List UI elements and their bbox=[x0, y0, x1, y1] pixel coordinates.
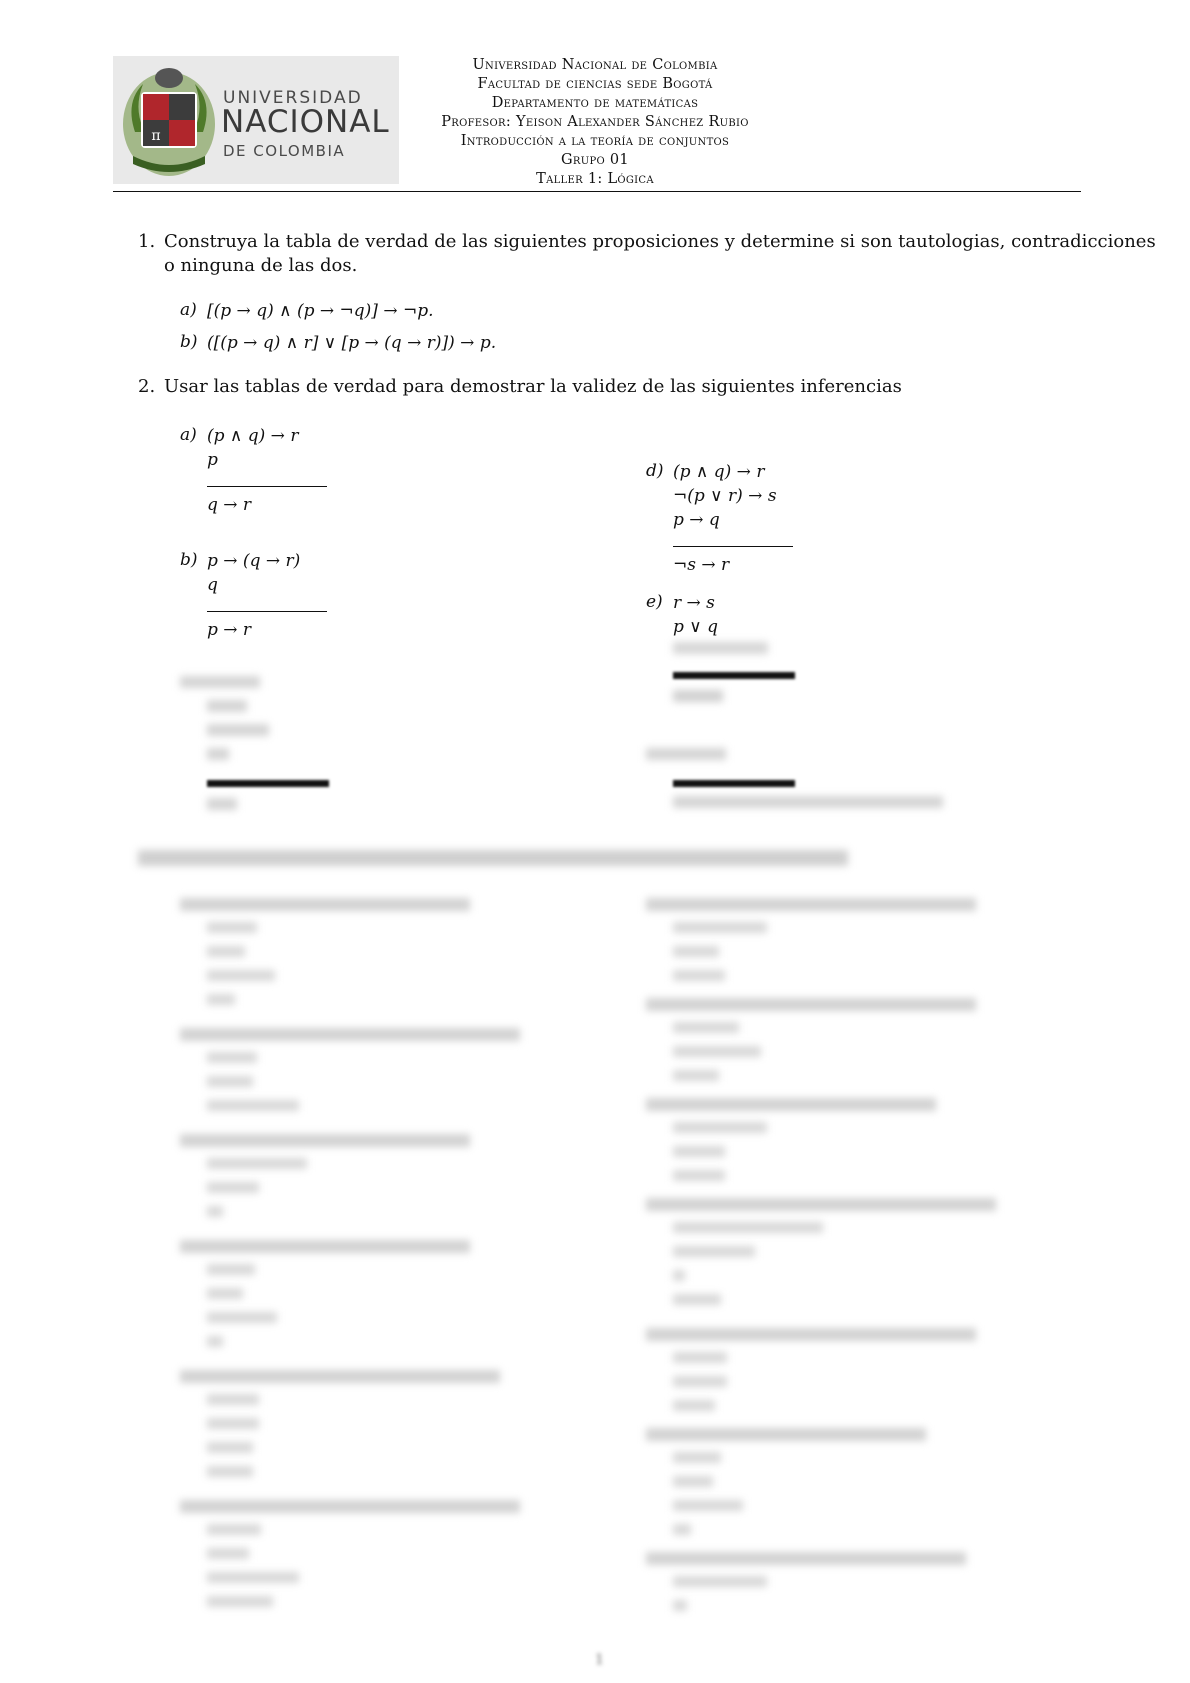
q2-number: 2. bbox=[138, 376, 156, 397]
q1-text-line1: Construya la tabla de verdad de las siguientes proposiciones y determine si son tautologias, contradicciones bbox=[164, 231, 1156, 252]
q1-b-label: b) bbox=[180, 332, 198, 352]
q2-d-premise-2: ¬(p ∨ r) → s bbox=[673, 486, 777, 506]
q2-b-premise-2: q bbox=[207, 575, 218, 595]
q2-e-label: e) bbox=[646, 592, 663, 612]
header-course: Introducción a la teoría de conjuntos bbox=[460, 133, 730, 149]
q2-e-premise-2: p ∨ q bbox=[673, 617, 719, 637]
header-assignment: Taller 1: Lógica bbox=[536, 171, 654, 187]
q2-a-label: a) bbox=[180, 425, 197, 445]
q2-d-premise-3: p → q bbox=[673, 510, 720, 530]
q2-b-inference-rule bbox=[207, 611, 327, 612]
q2-b-premise-1: p → (q → r) bbox=[207, 551, 301, 571]
q1-text-line2: o ninguna de las dos. bbox=[164, 255, 358, 276]
header-faculty: Facultad de ciencias sede Bogotá bbox=[477, 76, 713, 92]
logo-text-universidad: UNIVERSIDAD bbox=[223, 88, 363, 108]
logo-text-de-colombia: DE COLOMBIA bbox=[223, 142, 346, 160]
q2-d-conclusion: ¬s → r bbox=[673, 555, 730, 575]
q2-e-premise-1: r → s bbox=[673, 593, 715, 613]
q1-a-label: a) bbox=[180, 300, 197, 320]
q2-text: Usar las tablas de verdad para demostrar la validez de las siguientes inferencias bbox=[164, 376, 902, 397]
q2-a-premise-2: p bbox=[207, 450, 218, 470]
q1-b-expr: ([(p → q) ∧ r] ∨ [p → (q → r)]) → p. bbox=[207, 333, 497, 353]
q2-b-conclusion: p → r bbox=[207, 620, 252, 640]
header-university: Universidad Nacional de Colombia bbox=[472, 57, 718, 73]
header-group: Grupo 01 bbox=[561, 152, 629, 168]
header-department: Departamento de matemáticas bbox=[491, 95, 699, 111]
q2-a-conclusion: q → r bbox=[207, 495, 252, 515]
blurred-content-region bbox=[0, 636, 1190, 1676]
q2-a-inference-rule bbox=[207, 486, 327, 487]
q2-c-inference-rule bbox=[207, 780, 329, 787]
crest-icon bbox=[121, 62, 217, 178]
q2-d-premise-1: (p ∧ q) → r bbox=[673, 462, 765, 482]
header-rule bbox=[113, 191, 1081, 192]
q1-number: 1. bbox=[138, 231, 156, 252]
q2-b-label: b) bbox=[180, 550, 198, 570]
svg-text:π: π bbox=[151, 128, 161, 144]
q2-d-inference-rule bbox=[673, 546, 793, 547]
university-logo bbox=[113, 56, 399, 184]
q1-a-expr: [(p → q) ∧ (p → ¬q)] → ¬p. bbox=[207, 301, 434, 321]
header-block bbox=[395, 56, 795, 189]
header-professor: Profesor: Yeison Alexander Sánchez Rubio bbox=[441, 114, 749, 130]
q2-d-label: d) bbox=[646, 461, 664, 481]
q2-f-inference-rule bbox=[673, 780, 795, 787]
logo-text-nacional: NACIONAL bbox=[221, 104, 390, 140]
q2-e-inference-rule bbox=[673, 672, 795, 679]
page-number: 1 bbox=[595, 1652, 604, 1668]
q2-a-premise-1: (p ∧ q) → r bbox=[207, 426, 299, 446]
